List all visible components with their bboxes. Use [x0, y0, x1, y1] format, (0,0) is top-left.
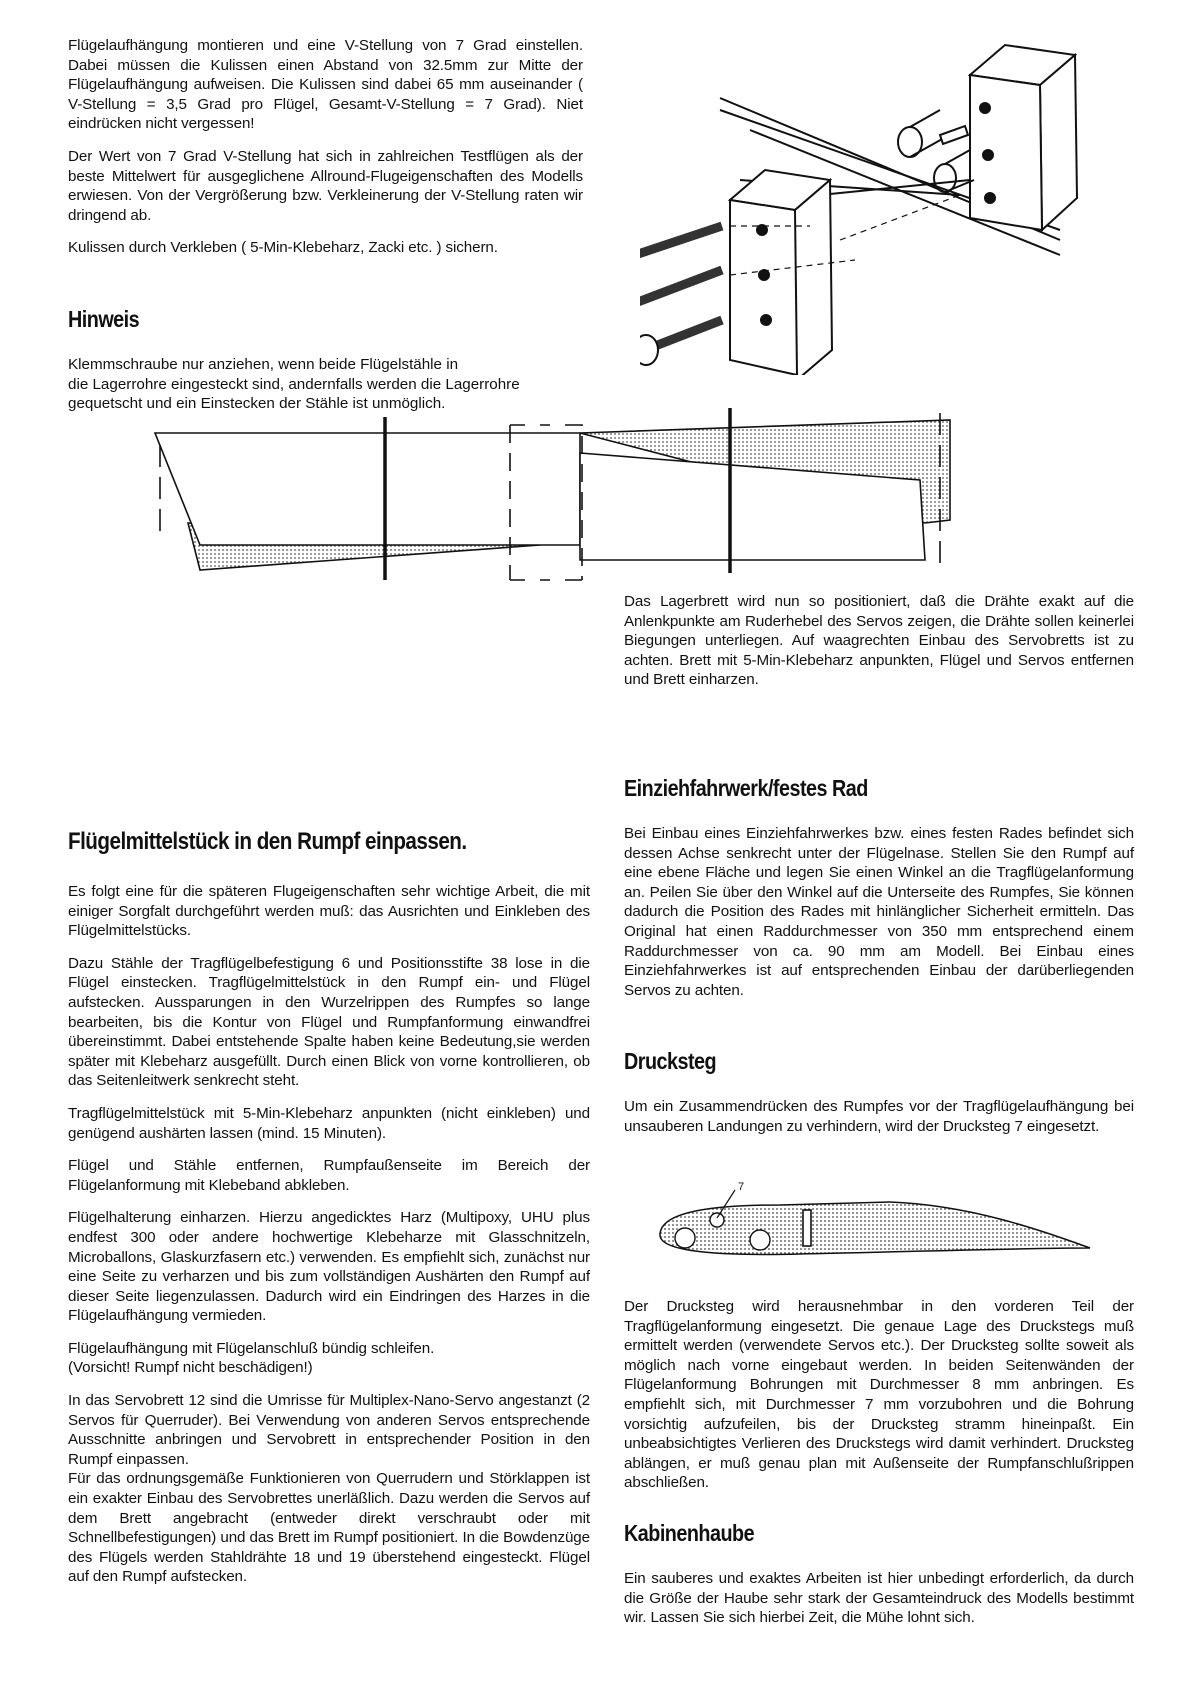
intro-paragraph: Der Wert von 7 Grad V-Stellung hat sich in zahlreichen Testflügen als der beste Mittelwert für ausgeglichene Allround-Flugeigenschaften des Modells erwiesen. Von der Vergrößerung bzw. Verkleinerung der V-Stellung raten wir dringend ab.: [68, 147, 583, 224]
drucksteg-section: [624, 1048, 1134, 1149]
kabinenhaube-heading: Kabinenhaube: [624, 1520, 755, 1546]
drucksteg-paragraph-2: Der Drucksteg wird herausnehmbar in den vorderen Teil der Tragflügelanformung eingesetzt. Die genaue Lage des Druckstegs muß ermittelt werden (verwendete Servos etc.). Der Drucksteg sollte soweit als möglich nach vorne eingebaut werden. In beiden Seitenwänden der Flügelanformung Bohrungen mit Durchmesser 8 mm anbringen. Es empfiehlt sich, mit Durchmesser 7 mm vorzubohren und die Bohrung vorsichtig aufzufeilen, bis der Drucksteg stramm hineinpaßt. Ein unbeabsichtigtes Verlieren des Druckstegs wird damit verhindert. Drucksteg ablängen, er muß genau plan mit Außenseite der Rumpfanschlußrippen abschließen.: [624, 1298, 1134, 1492]
intro-paragraph: Flügelaufhängung montieren und eine V-Stellung von 7 Grad einstellen. Dabei müssen die Kulissen einen Abstand von 32.5mm zur Mitte der Flügelaufhängung aufweisen. Die Kulissen sind dabei 65 mm auseinander ( V-Stellung = 3,5 Grad pro Flügel, Gesamt-V-Stellung = 7 Grad). Niet eindrücken nicht vergessen!: [68, 37, 583, 133]
fluegel-paragraph: Flügel und Stähle entfernen, Rumpfaußenseite im Bereich der Flügelanformung mit Klebeband abkleben.: [68, 1157, 590, 1194]
fluegel-paragraph: In das Servobrett 12 sind die Umrisse für Multiplex-Nano-Servo angestanzt (2 Servos für Querruder). Bei Verwendung von anderen Servos entsprechende Ausschnitte anbringen und Servobrett in entsprechender Position in den Rumpf einpassen.: [68, 1392, 590, 1468]
fluegel-paragraph: Flügelaufhängung mit Flügelanschluß bündig schleifen.: [68, 1339, 435, 1357]
wing-mount-drawing: [640, 30, 1100, 375]
fluegel-paragraph: Für das ordnungsgemäße Funktionieren von Querrudern und Störklappen ist ein exakter Einbau des Servobrettes unerläßlich. Dazu werden die Servos auf dem Brett angebracht (entweder direkt verschraubt oder mit Schnellbefestigungen) und das Brett im Rumpf positioniert. In die Bowdenzüge des Flügels werden Stahldrähte 18 und 19 überstehend eingesteckt. Flügel auf den Rumpf aufstecken.: [68, 1470, 590, 1586]
hinweis-line: Klemmschraube nur anziehen, wenn beide Flügelstähle in: [68, 356, 459, 373]
drucksteg-airfoil-diagram: [640, 1180, 1100, 1270]
hinweis-section: [68, 306, 598, 414]
intro-text: [68, 36, 583, 271]
einziehfahrwerk-paragraph: Bei Einbau eines Einziehfahrwerkes bzw. eines festen Rades befindet sich dessen Achse senkrecht unter der Flügelnase. Stellen Sie den Rumpf auf eine ebene Fläche und legen Sie einen Winkel an die Tragflügelanformung an. Peilen Sie über den Winkel auf die Unterseite des Rumpfes, Sie können dadurch die Position des Rades mit hinlänglicher Sicherheit ermitteln. Das Original hat einen Raddurchmesser von 350 mm entsprechend einem Raddurchmesser von ca. 90 mm am Modell. Bei Einbau eines Einziehfahrwerkes ist auf entsprechenden Einbau der darüberliegenden Servos zu achten.: [624, 825, 1134, 999]
einziehfahrwerk-section: [624, 775, 1134, 1013]
fluegel-paragraph: Tragflügelmittelstück mit 5-Min-Klebeharz anpunkten (nicht einkleben) und genügend aushärten lassen (mind. 15 Minuten).: [68, 1104, 590, 1142]
fluegel-paragraph: (Vorsicht! Rumpf nicht beschädigen!): [68, 1359, 313, 1377]
kabinenhaube-section: [624, 1520, 1134, 1641]
fluegel-paragraph: Es folgt eine für die späteren Flugeigenschaften sehr wichtige Arbeit, die mit einiger Sorgfalt durchgeführt werden muß: das Ausrichten und Einkleben des Flügelmittelstücks.: [68, 883, 590, 940]
hinweis-line: die Lagerrohre eingesteckt sind, andernfalls werden die Lagerrohre: [68, 375, 520, 393]
fluegelmittelstueck-section: [68, 828, 590, 1600]
einziehfahrwerk-heading: Einziehfahrwerk/festes Rad: [624, 775, 868, 801]
hinweis-heading: Hinweis: [68, 306, 140, 332]
fluegelmittelstueck-heading: Flügelmittelstück in den Rumpf einpassen.: [68, 828, 467, 855]
drucksteg-heading: Drucksteg: [624, 1048, 717, 1074]
fluegel-paragraph: Flügelhalterung einharzen. Hierzu angedicktes Harz (Multipoxy, UHU plus endfest 300 oder andere hochwertige Klebeharze mit Glasschnitzeln, Microballons, Glaskurzfasern etc.) verwenden. Es empfiehlt sich, zunächst nur eine Seite zu verharzen und bis zum vollständigen Aushärten den Rumpf auf dieser Seite liegenzulassen. Dadurch wird ein Eindringen des Harzes in die Flügelaufhängung vermieden.: [68, 1209, 590, 1325]
drucksteg-text-2: [624, 1297, 1134, 1506]
lagerbrett-paragraph: Das Lagerbrett wird nun so positioniert, daß die Drähte exakt auf die Anlenkpunkte am Ruderhebel des Servos zeigen, die Drähte sollen keinerlei Biegungen unterliegen. Auf waagrechten Einbau des Servobretts ist zu achten. Brett mit 5-Min-Klebeharz anpunkten, Flügel und Servos entfernen und Brett einharzen.: [624, 593, 1134, 689]
figure-label-7: 7: [738, 1181, 745, 1193]
wing-dihedral-diagram: [150, 405, 1030, 590]
hinweis-line: gequetscht und ein Einstecken der Stähle ist unmöglich.: [68, 395, 446, 413]
intro-paragraph: Kulissen durch Verkleben ( 5-Min-Klebeharz, Zacki etc. ) sichern.: [68, 239, 498, 257]
lagerbrett-text: [624, 592, 1134, 703]
drucksteg-paragraph: Um ein Zusammendrücken des Rumpfes vor der Tragflügelaufhängung bei unsauberen Landungen zu verhindern, wird der Drucksteg 7 eingesetzt.: [624, 1098, 1134, 1135]
kabinenhaube-paragraph: Ein sauberes und exaktes Arbeiten ist hier unbedingt erforderlich, da durch die Größe der Haube sehr stark der Gesamteindruck des Modells bestimmt wir. Lassen Sie sich hierbei Zeit, die Mühe lohnt sich.: [624, 1570, 1134, 1627]
fluegel-paragraph: Dazu Stähle der Tragflügelbefestigung 6 und Positionsstifte 38 lose in die Flügel einstecken. Tragflügelmittelstück in den Rumpf ein- und Flügel aufstecken. Aussparungen in den Wurzelrippen des Rumpfes so lange bearbeiten, bis die Kontur von Flügel und Rumpfanformung einwandfrei übereinstimmt. Dabei entstehende Spalte haben keine Bedeutung,sie werden später mit Klebeharz ausgefüllt. Durch einen Blick von vorne kontrollieren, ob das Seitenleitwerk senkrecht steht.: [68, 954, 590, 1090]
